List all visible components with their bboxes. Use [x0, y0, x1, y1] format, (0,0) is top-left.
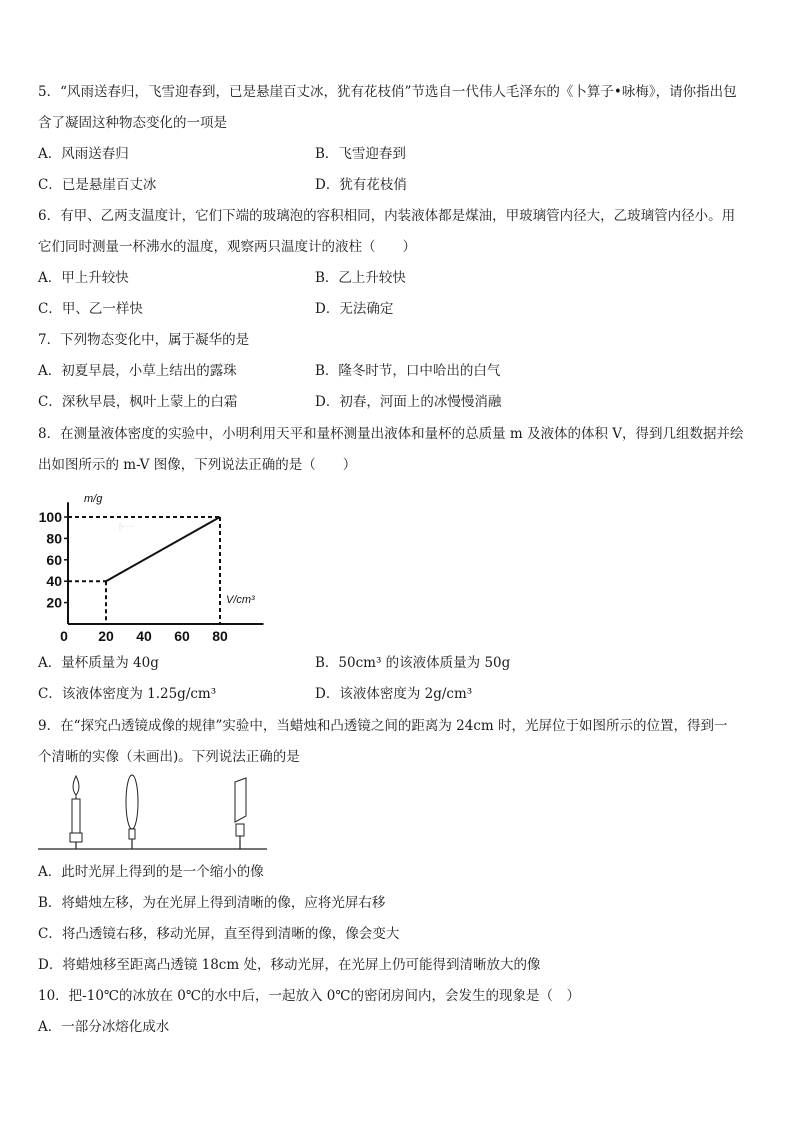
- lens-holder: [129, 829, 135, 839]
- q9-option-d: D．将蜡烛移至距离凸透镜 18cm 处，移动光屏，在光屏上仍可能得到清晰放大的像: [38, 957, 541, 973]
- q7-stem-line1: 7．下列物态变化中，属于凝华的是: [38, 332, 250, 348]
- q8-stem-line2: 出如图所示的 m-V 图像，下列说法正确的是（ ）: [38, 457, 357, 473]
- scan-watermark: 卜一: [116, 522, 135, 532]
- screen-holder: [236, 824, 244, 836]
- optical-bench-svg: [38, 772, 270, 854]
- candle-body: [72, 799, 80, 833]
- q9-option-a: A．此时光屏上得到的是一个缩小的像: [38, 864, 264, 880]
- x-tick-label-0: 0: [60, 628, 68, 644]
- x-tick-label-40: 40: [136, 628, 152, 644]
- q7-option-d: D．初春，河面上的冰慢慢消融: [315, 394, 502, 410]
- q5-option-b: B．飞雪迎春到: [315, 146, 406, 162]
- q9-stem-line1: 9．在“探究凸透镜成像的规律”实验中，当蜡烛和凸透镜之间的距离为 24cm 时，光屏位于如图所示的位置，得到一: [38, 718, 728, 734]
- y-tick-label-60: 60: [46, 551, 62, 568]
- q5-option-d: D．犹有花枝俏: [315, 177, 407, 193]
- q6-stem-line2: 它们同时测量一杯沸水的温度，观察两只温度计的液柱（ ）: [38, 239, 416, 255]
- q10-stem-line1: 10．把-10℃的冰放在 0℃的水中后，一起放入 0℃的密闭房间内，会发生的现象是（ ）: [38, 988, 580, 1004]
- q7-option-a: A．初夏早晨，小草上结出的露珠: [38, 363, 237, 379]
- q5-stem-line2: 含了凝固这种物态变化的一项是: [38, 115, 227, 131]
- y-tick-label-100: 100: [38, 509, 62, 525]
- q6-option-a: A．甲上升较快: [38, 270, 129, 286]
- q5-option-c: C．已是悬崖百丈冰: [38, 177, 157, 193]
- q8-option-c: C．该液体密度为 1.25g/cm³: [38, 686, 217, 702]
- y-tick-label-40: 40: [46, 573, 62, 590]
- q5-option-a: A．风雨送春归: [38, 146, 129, 162]
- q7-option-b: B．隆冬时节，口中哈出的白气: [315, 363, 501, 379]
- candle-holder: [70, 833, 82, 842]
- y-axis-label: m/g: [84, 493, 103, 505]
- convex-lens: [126, 775, 138, 849]
- light-screen: [235, 778, 246, 849]
- q6-option-d: D．无法确定: [315, 301, 394, 317]
- y-tick-label-80: 80: [46, 530, 62, 547]
- q9-option-b: B．将蜡烛左移，为在光屏上得到清晰的像，应将光屏右移: [38, 895, 386, 911]
- optical-bench-figure: [38, 772, 270, 854]
- q10-option-a: A．一部分冰熔化成水: [38, 1019, 170, 1035]
- q7-option-c: C．深秋早晨，枫叶上蒙上的白霜: [38, 394, 238, 410]
- q9-option-c: C．将凸透镜右移，移动光屏，直至得到清晰的像，像会变大: [38, 926, 400, 942]
- screen-panel: [235, 778, 246, 822]
- m-v-graph-svg: [38, 484, 268, 644]
- lens-body: [126, 775, 138, 829]
- candle-flame: [73, 776, 79, 795]
- q8-option-b: B．50cm³ 的该液体质量为 50g: [315, 655, 511, 671]
- q5-stem-line1: 5．“风雨送春归，飞雪迎春到，已是悬崖百丈冰，犹有花枝俏”节选自一代伟人毛泽东的《卜算子•咏梅》，请你指出包: [38, 84, 737, 100]
- candle: [70, 776, 82, 849]
- m-v-graph: [38, 484, 268, 644]
- y-tick-label-20: 20: [46, 594, 62, 611]
- x-tick-label-60: 60: [174, 628, 190, 644]
- chart-guides: [68, 517, 220, 624]
- q8-stem-line1: 8．在测量液体密度的实验中，小明利用天平和量杯测量出液体和量杯的总质量 m 及液体的体积 V，得到几组数据并绘: [38, 426, 744, 442]
- q8-option-a: A．量杯质量为 40g: [38, 655, 159, 671]
- x-tick-label-20: 20: [98, 628, 114, 644]
- q9-stem-line2: 个清晰的实像（未画出)。下列说法正确的是: [38, 749, 300, 765]
- q8-option-d: D．该液体密度为 2g/cm³: [315, 686, 473, 702]
- x-tick-label-80: 80: [212, 628, 228, 644]
- x-axis-label: V/cm³: [226, 594, 255, 606]
- q6-stem-line1: 6．有甲、乙两支温度计，它们下端的玻璃泡的容积相同，内装液体都是煤油，甲玻璃管内径大，乙玻璃管内径小。用: [38, 208, 736, 224]
- q6-option-b: B．乙上升较快: [315, 270, 406, 286]
- q6-option-c: C．甲、乙一样快: [38, 301, 143, 317]
